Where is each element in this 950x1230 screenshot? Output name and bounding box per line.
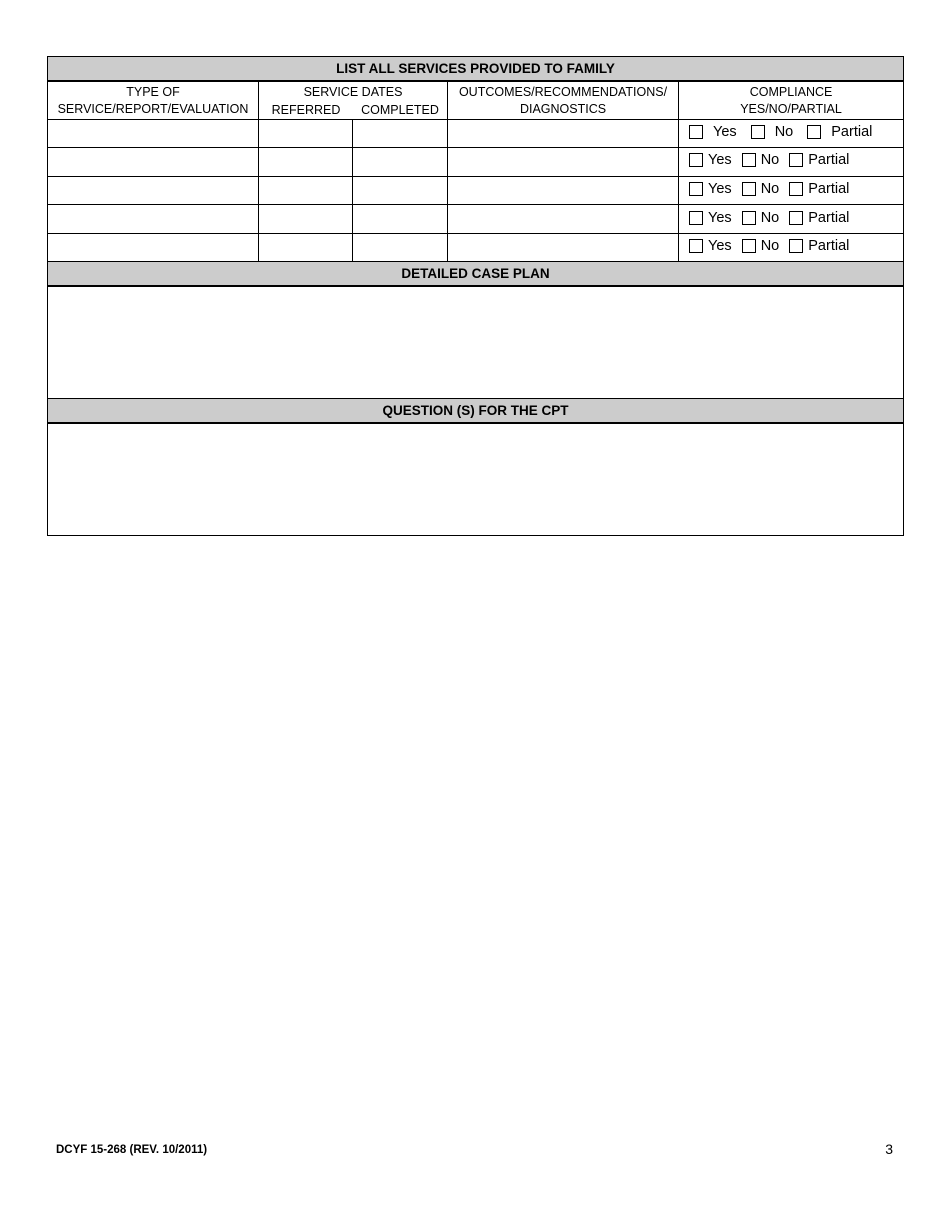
partial-checkbox[interactable] — [789, 211, 803, 225]
no-checkbox[interactable] — [751, 125, 765, 139]
service-row — [48, 119, 904, 148]
no-checkbox[interactable] — [742, 182, 756, 196]
type-header-line2: SERVICE/REPORT/EVALUATION — [57, 101, 249, 116]
no-checkbox[interactable] — [742, 211, 756, 225]
partial-label: Partial — [808, 152, 850, 169]
yes-checkbox[interactable] — [689, 239, 703, 253]
questions-section-header — [48, 399, 904, 423]
service-row — [48, 205, 904, 234]
referred-date-field[interactable] — [259, 176, 353, 205]
outcomes-field[interactable] — [448, 233, 679, 262]
yes-checkbox[interactable] — [689, 125, 703, 139]
completed-date-field[interactable] — [353, 205, 448, 234]
no-label: No — [760, 180, 780, 197]
outcomes-header-line1: OUTCOMES/RECOMMENDATIONS/ — [458, 84, 668, 99]
no-label: No — [760, 152, 780, 169]
type-field[interactable] — [48, 205, 259, 234]
outcomes-field[interactable] — [448, 119, 679, 148]
questions-text-area[interactable] — [48, 423, 904, 536]
partial-checkbox[interactable] — [789, 239, 803, 253]
compliance-field — [679, 119, 904, 148]
partial-checkbox[interactable] — [807, 125, 821, 139]
compliance-field — [679, 148, 904, 177]
type-field[interactable] — [48, 233, 259, 262]
partial-label: Partial — [808, 238, 850, 255]
type-field[interactable] — [48, 119, 259, 148]
outcomes-field[interactable] — [448, 176, 679, 205]
referred-date-field[interactable] — [259, 233, 353, 262]
compliance-field — [679, 176, 904, 205]
outcomes-column-header — [448, 81, 679, 120]
services-section-header — [48, 57, 904, 81]
type-field[interactable] — [48, 148, 259, 177]
compliance-field — [679, 233, 904, 262]
yes-checkbox[interactable] — [689, 182, 703, 196]
partial-checkbox[interactable] — [789, 182, 803, 196]
yes-label: Yes — [708, 209, 732, 226]
no-label: No — [760, 209, 780, 226]
service-dates-title: SERVICE DATES — [303, 84, 403, 99]
partial-label: Partial — [831, 123, 873, 140]
completed-header: COMPLETED — [361, 102, 439, 117]
type-field[interactable] — [48, 176, 259, 205]
completed-date-field[interactable] — [353, 176, 448, 205]
service-row — [48, 148, 904, 177]
no-label: No — [774, 123, 794, 140]
case-plan-text-area[interactable] — [48, 286, 904, 399]
referred-header: REFERRED — [271, 102, 341, 117]
type-column-header — [48, 81, 259, 120]
outcomes-field[interactable] — [448, 205, 679, 234]
case-plan-row — [48, 286, 904, 399]
outcomes-field[interactable] — [448, 148, 679, 177]
compliance-field — [679, 205, 904, 234]
services-form-table — [47, 56, 904, 536]
yes-checkbox[interactable] — [689, 153, 703, 167]
compliance-header-line1: COMPLIANCE — [749, 84, 833, 99]
questions-section-title: QUESTION (S) FOR THE CPT — [48, 399, 904, 423]
partial-checkbox[interactable] — [789, 153, 803, 167]
completed-date-field[interactable] — [353, 119, 448, 148]
service-row — [48, 176, 904, 205]
service-row — [48, 233, 904, 262]
yes-checkbox[interactable] — [689, 211, 703, 225]
outcomes-header-line2: DIAGNOSTICS — [519, 101, 607, 116]
no-checkbox[interactable] — [742, 239, 756, 253]
referred-date-field[interactable] — [259, 205, 353, 234]
compliance-header-line2: YES/NO/PARTIAL — [740, 101, 842, 116]
yes-label: Yes — [708, 152, 732, 169]
yes-label: Yes — [713, 123, 737, 140]
yes-label: Yes — [708, 238, 732, 255]
completed-date-field[interactable] — [353, 233, 448, 262]
compliance-column-header — [679, 81, 904, 120]
questions-row — [48, 423, 904, 536]
form-identifier: DCYF 15-268 (REV. 10/2011) — [56, 1144, 208, 1156]
case-plan-section-header — [48, 262, 904, 286]
case-plan-section-title: DETAILED CASE PLAN — [48, 262, 904, 286]
referred-date-field[interactable] — [259, 148, 353, 177]
services-section-title: LIST ALL SERVICES PROVIDED TO FAMILY — [48, 57, 904, 81]
type-header-line1: TYPE OF — [126, 84, 180, 99]
referred-date-field[interactable] — [259, 119, 353, 148]
column-header-row — [48, 81, 904, 120]
no-label: No — [760, 238, 780, 255]
partial-label: Partial — [808, 209, 850, 226]
service-dates-column-header — [259, 81, 448, 120]
yes-label: Yes — [708, 180, 732, 197]
no-checkbox[interactable] — [742, 153, 756, 167]
partial-label: Partial — [808, 180, 850, 197]
completed-date-field[interactable] — [353, 148, 448, 177]
page-number: 3 — [885, 1141, 893, 1157]
